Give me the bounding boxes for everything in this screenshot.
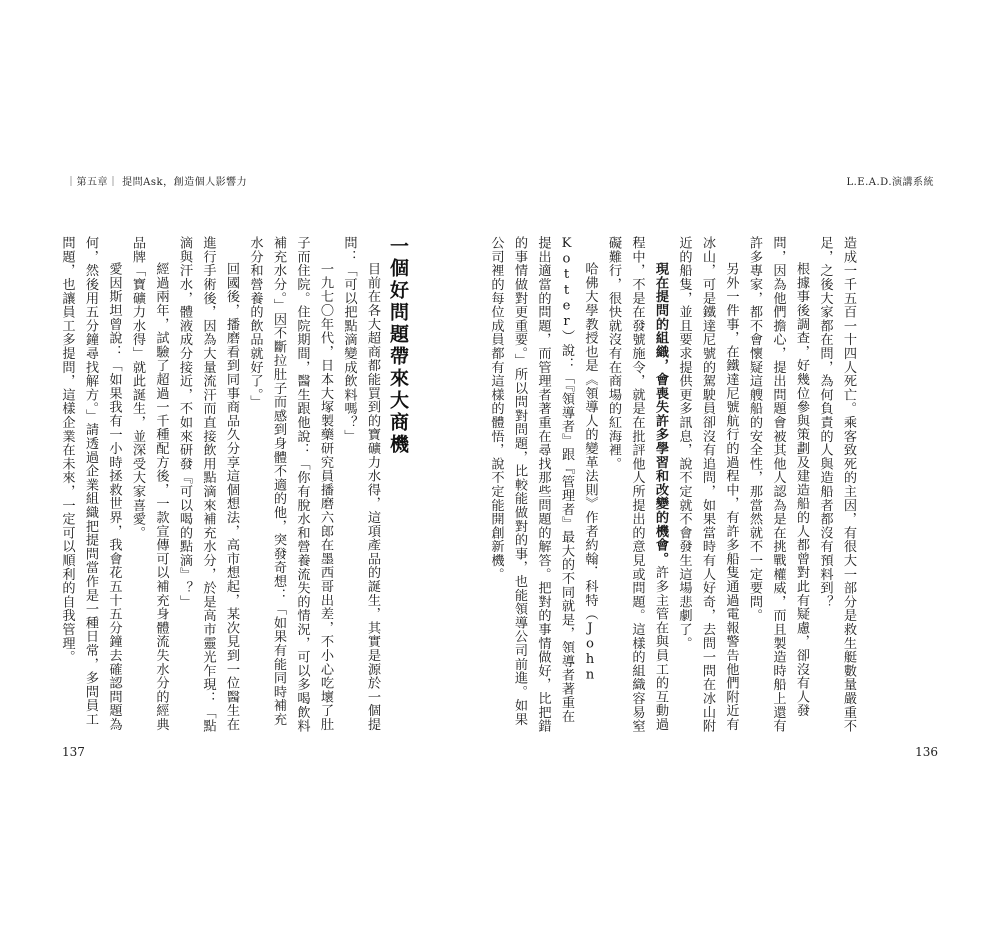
section-heading: 一個好問題帶來大商機 <box>387 236 409 456</box>
right-paragraph-emphasis <box>602 236 673 736</box>
right-paragraph: 造成一千五百一十四人死亡。乘客致死的主因，有很大一部分是救生艇數量嚴重不足，之後大家都在問，為何負責的人與造船者都沒有預料到？ <box>817 236 856 733</box>
left-paragraph: 一九七〇年代，日本大塚製藥研究員播磨六郎在墨西哥出差，不小心吃壞了肚子而住院。住院期間，醫生跟他說：「你有脫水和營養流失的情況，可以多喝飲料補充水分。」因不斷拉肚子而感到身體不適的他，突發奇想：「如果有能同時補充水分和營養的飲品就好了。」 <box>247 236 333 733</box>
emphasis-rest: 許多主管在與員工的互動過程中，不是在發號施令，就是在批評他人所提出的意見或問題。這樣的組織容易窒礙難行，很快就沒有在商場的紅海裡。 <box>606 236 668 733</box>
left-text-block <box>59 236 412 736</box>
left-paragraph: 經過兩年，試驗了超過一千種配方後，一款宣傳可以補充身體流失水分的經典品牌「寶礦力水得」就此誕生，並深受大家喜愛。 <box>130 236 169 732</box>
left-paragraph: 愛因斯坦曾說：「如果我有一小時拯救世界，我會花五十五分鐘去確認問題為何，然後用五分鐘尋找解方。」請透過企業組織把提問當作是一種日常，多問員工問題，也讓員工多提問，這樣企業在未來，一定可以順利的自我管理。 <box>59 236 122 732</box>
left-paragraph: 回國後，播磨看到同事商品久分享這個想法，高市想起，某次見到一位醫生在進行手術後，因為大量流汗而直接飲用點滴來補充水分，於是高市靈光乍現：「點滴與汗水，體液成分接近，不如來研發『可以喝的點滴』？」 <box>177 236 239 733</box>
right-text-block <box>488 236 860 736</box>
emphasis-phrase: 現在提問的組織，會喪失許多學習和改變的機會。 <box>653 262 668 566</box>
right-running-head: L.E.A.D.演講系統 <box>846 177 934 188</box>
right-page-number: 136 <box>915 745 938 759</box>
left-running-head: ｜第五章｜ 提問Ask，創造個人影響力 <box>66 177 248 188</box>
right-paragraph: 哈佛大學教授也是《領導人的變革法則》作者約翰．科特（John Kotter）說：「『領導者』跟『管理者』最大的不同就是，領導者著重在提出適當的問題，而管理者著重在尋找那些問題的解答。把對的事情做好，比把錯的事情做對更重要。」所以問對問題，比較能做對的事，也能領導公司前進。如果公司裡的每位成員都有這樣的體悟，說不定能開創新機。 <box>488 236 598 733</box>
left-page-number: 137 <box>62 745 85 759</box>
right-paragraph: 根據事後調查，好幾位參與策劃及建造船的人都曾對此有疑慮，卻沒有人發問，因為他們擔心，提出問題會被其他人認為是在挑戰權威，而且製造時船上還有許多專家，都不會懷疑這艘船的安全性，那當然就不一定要問。 <box>747 236 809 733</box>
left-paragraph: 目前在各大超商都能買到的寶礦力水得，這項產品的誕生，其實是源於一個提問：「可以把點滴變成飲料嗎？」 <box>341 236 380 732</box>
right-paragraph: 另外一件事，在鐵達尼號航行的過程中，有許多船隻通過電報警告他們附近有冰山，可是鐵達尼號的駕駛員卻沒有追問，如果當時有人好奇，去問一問在冰山附近的船隻，並且要求提供更多訊息，說不定就不會發生這場悲劇了。 <box>676 236 739 733</box>
right-page <box>488 0 1000 930</box>
